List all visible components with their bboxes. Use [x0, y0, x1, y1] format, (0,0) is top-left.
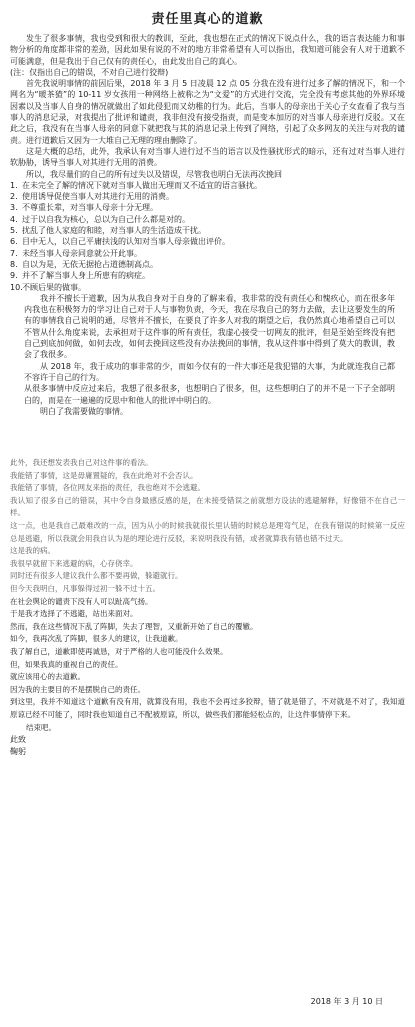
afterword-line: 我很早就留下来逃避的病，心存侥幸。 — [10, 558, 138, 568]
paragraph-background: 首先我说明事情的前因后果，2018 年 3 月 5 日凌晨 12 点 05 分我在没有进行过多了解的情况下，和一个网名为“暖茶猹”的 10-11 岁女孩用一种网络上被称之为“文爱”的方式进行交流，完全没有考虑其他的外界环境因素以及当事人自身的情况就做出了如此侵犯而又幼稚的行为。此后，当事人的母亲出于关心子女查看了我与当事人的消息记录，对我提出了批评和谴责，我非但没有接受指责，而是变本加厉的对当事人母亲进行反驳。又在此之后，我没有在当事人母亲的同意下就把我与其的消息记录上传到了网络，引起了众多网友的关注与对我的谴责。进行道歉后又因为一大堆自己无理的理由删除了。 — [10, 79, 405, 145]
afterword-line: 结束吧。 — [26, 722, 56, 732]
afterword-line: 然而，我在这些情况下乱了阵脚，失去了理智，又重新开始了自己的覆辙。 — [10, 621, 258, 631]
intro-section — [10, 33, 405, 180]
afterword-line: 这是我的病。 — [10, 546, 55, 556]
list-item: 5. 扰乱了他人家庭的和睦，对当事人的生活造成干扰。 — [10, 226, 206, 236]
afterword-line: 但，如果我真的重视自己的责任。 — [10, 659, 123, 669]
paragraph-lead-in: 所以，我尽量们的自己的所有过失以及错误，尽管我也明白无法再次挽回 — [26, 169, 282, 179]
afterword-line: 我了解自己，道歉即使再诚恳，对于严格的人也可能没什么效果。 — [10, 647, 228, 656]
list-item: 10. 不顾后果的做事。 — [10, 282, 86, 292]
paragraph-year: 从 2018 年，我于成功的事非常的少，而如今仅有的一件大事还是我犯错的大事，为此就连我自己都不容许于自己的行为。 — [24, 361, 395, 382]
list-item: 3. 不尊重长辈，对当事人母亲十分无理。 — [10, 203, 158, 213]
afterword-line: 就应该用心的去道歉。 — [10, 672, 85, 682]
afterword-line: 这一点，也是我自己最难改的一点，因为从小的时候我就很长里认错的时候总是理弯气足，在我有错误的时候第一反应总是逃避，所以我就会用我自认为是的理论进行反驳，来说明我没有错，或者就算我有错也错不过天。 — [10, 521, 405, 543]
afterword-line: 如今，我再次乱了阵脚，很多人的建议，让我道歉。 — [10, 634, 183, 644]
paragraph-reflection: 我并不擅长于道歉，因为从我自身对于自身的了解来看，我非常的没有责任心和愧疚心，而在很多年内我也在积极努力的学习让自己对于人与事物负责，今天，我在尽我自己的努力去做，去让这要发生的所有的事情我自己说明的通，尽管并不擅长，在要良了许多人对我的期望之后，我仍然真心地希望自己可以不管从什么角度来说，去承担对于这件事的所有责任，我虚心接受一切网友的批评，但是至始至终没有把自己到底加何做，如何去改，如何去挽回这些没有办法挽回的事情，我从这件事中得到了莫大的教训，教会了我很多。 — [24, 293, 395, 360]
afterword-line: 在社会舆论的谴责下没有人可以趾高气扬。 — [10, 596, 153, 606]
list-item: 4. 过于以自我为核心，总以为自己什么都是对的。 — [10, 214, 190, 224]
paragraph-intro: 发生了很多事情，我也受到和很大的教训，至此，我也想在正式的情况下说点什么，我的语言表达能力和事物分析的角度都非常的差劲，因此如果有说的不对的地方非常希望有人可以指出，我知道可能会有人对于道歉不可能满意，但是我出于自己仅有的责任心，由此发出自己的真心。 — [10, 34, 405, 66]
list-item: 7. 未经当事人母亲同意就公开此事。 — [10, 248, 142, 258]
letter-date: 2018 年 3 月 10 日 — [310, 997, 383, 1006]
paragraph-conclusion: 明白了我需要做的事情。 — [40, 406, 128, 416]
letter-title: 责任里真心的道歉 — [151, 12, 264, 27]
afterword-line: 我能错了事情，这是毋庸置疑的，我在此绝对不会否认。 — [10, 470, 198, 480]
afterword-line: 到这里，我并不知道这个道歉有没有用，就算没有用，我也不会再过多狡辩，错了就是错了，不对就是不对了，我知道原谅已经不可能了，同时我也知道自己不配被原谅，所以，做些我们都能轻松点的，让这件事情停下来。 — [10, 697, 405, 719]
list-item: 6. 目中无人，以自己平庸扶浅的认知对当事人母亲做出评价。 — [10, 237, 230, 247]
closing: 此致 — [10, 735, 26, 745]
afterword-line: 此外，我还想发表我自己对这件事的看法。 — [10, 458, 153, 468]
list-item: 1. 在未完全了解的情况下就对当事人做出无理而又不适宜的语言骚扰。 — [10, 180, 262, 190]
paragraph-summary: 这是大概的总结，此外，我承认有对当事人进行过不当的语言以及性骚扰形式的暗示，还有过对当事人进行软胁胁，诱导当事人对其进行无用的消费。 — [10, 146, 405, 168]
afterword-line: 我能错了事情，各位网友来指的责任，我也绝对不会逃避。 — [10, 483, 205, 493]
afterword-line: 同时还有很多人建议我什么都不要再做，躲避就行。 — [10, 571, 183, 581]
list-item: 9. 并不了解当事人身上所患有的病症。 — [10, 271, 150, 281]
note-line: (注：仅指出自己的错误，不对自己进行狡辩) — [10, 67, 169, 77]
signature: 鞠躬 — [10, 747, 26, 757]
afterword-line: 我认知了很多自己的错误，其中令自身最感反感的是，在未接受错误之前就想方设法的逃避解释，好像错不在自己一样。 — [10, 495, 405, 518]
afterword-line: 于是我才选择了不逃避，站出来面对。 — [10, 609, 138, 619]
afterword-line: 因为我的主要目的不是摆脱自己的责任。 — [10, 684, 145, 694]
paragraph-understanding: 从很多事情中反应过来后，我想了很多很多，也想明白了很多，但，这些想明白了的并不是一下子全部明白的，而是在一遍遍的反思中和他人的批评中明白的。 — [24, 384, 395, 405]
mistake-list — [10, 180, 405, 293]
list-item: 2. 使用诱导促使当事人对其进行无用的消费。 — [10, 192, 174, 202]
reflection-section — [24, 293, 395, 417]
afterword-line: 但今天我明白，凡事躲得过初一躲不过十五。 — [10, 584, 160, 594]
list-item: 8. 自以为是，无依无据抢占道德制高点。 — [10, 259, 158, 269]
afterword-section — [10, 457, 405, 734]
